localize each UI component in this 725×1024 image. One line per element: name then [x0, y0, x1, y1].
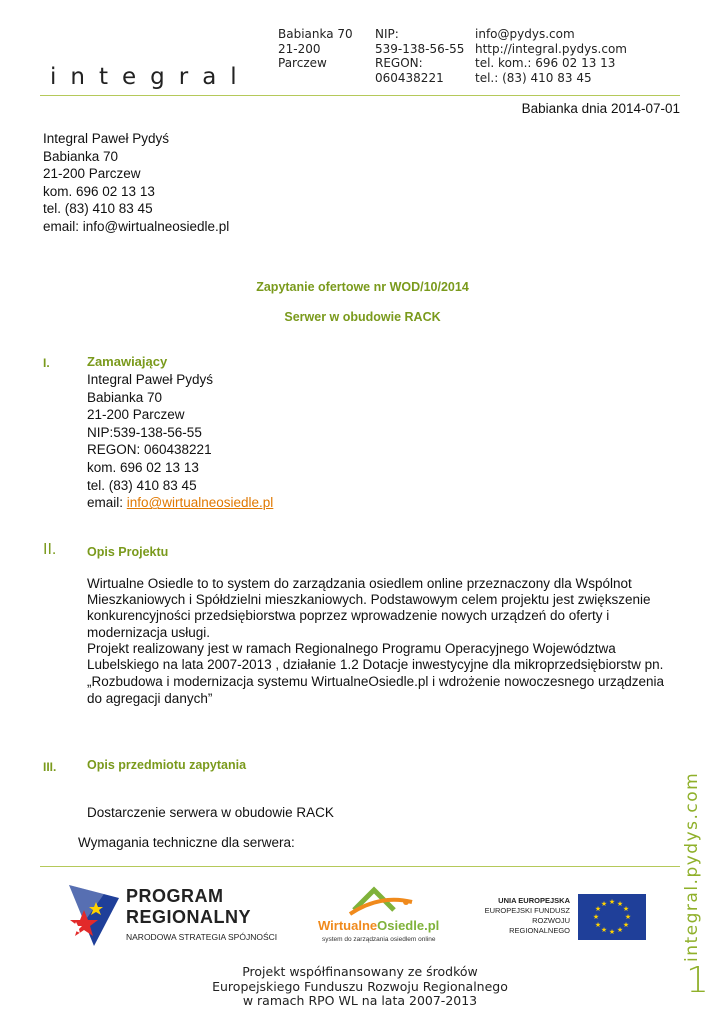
- paragraph-line: do agregacji danych”: [87, 691, 213, 707]
- header-contact-line: tel. kom.: 696 02 13 13: [475, 56, 616, 70]
- orderer-line: NIP:539-138-56-55: [87, 424, 202, 440]
- program-line-2: REGIONALNY: [126, 907, 252, 927]
- footer-line: w ramach RPO WL na lata 2007-2013: [242, 993, 478, 1008]
- svg-text:★: ★: [622, 905, 630, 913]
- wirtualne-osiedle-logo: [318, 884, 448, 946]
- svg-text:★: ★: [600, 900, 608, 908]
- svg-text:★: ★: [616, 900, 624, 908]
- sender-block: [43, 130, 229, 236]
- header-contact-line: http://integral.pydys.com: [475, 41, 627, 56]
- program-line-3: NARODOWA STRATEGIA SPÓJNOŚCI: [126, 932, 278, 942]
- header-ids-line: NIP:: [375, 27, 399, 41]
- house-icon: [346, 884, 416, 918]
- sender-line: kom. 696 02 13 13: [43, 183, 155, 199]
- svg-text:★: ★: [600, 926, 608, 934]
- header-ids-line: REGON:: [375, 56, 423, 70]
- svg-text:★: ★: [624, 913, 632, 921]
- eu-stars-icon: [578, 894, 646, 940]
- header-contact-line: tel.: (83) 410 83 45: [475, 70, 592, 85]
- orderer-line: Integral Paweł Pydyś: [87, 372, 214, 387]
- section-3-heading: Opis przedmiotu zapytania: [87, 758, 247, 772]
- footer-line: Europejskiego Funduszu Rozwoju Regionalnego: [212, 978, 508, 994]
- wo-tagline: system do zarządzania osiedlem online: [322, 936, 436, 943]
- section-2-paragraph: [87, 576, 664, 708]
- header-ids: [375, 27, 464, 85]
- eu-flag: [578, 894, 646, 940]
- svg-text:★: ★: [608, 928, 616, 936]
- side-website-text: integral.pydys.com: [682, 771, 702, 962]
- sender-line: tel. (83) 410 83 45: [43, 201, 153, 217]
- sender-line: email: info@wirtualneosiedle.pl: [43, 218, 230, 234]
- header-ids-line: 060438221: [375, 70, 444, 85]
- svg-text:★: ★: [594, 921, 602, 929]
- section-3-line: Dostarczenie serwera w obudowie RACK: [87, 805, 334, 820]
- orderer-line: REGON: 060438221: [87, 442, 212, 458]
- svg-text:★: ★: [592, 913, 600, 921]
- paragraph-line: Projekt realizowany jest w ramach Regionalnego Programu Operacyjnego Województwa: [87, 640, 616, 656]
- svg-text:★: ★: [594, 905, 602, 913]
- document-subtitle: Serwer w obudowie RACK: [284, 310, 441, 324]
- orderer-line: 21-200 Parczew: [87, 407, 185, 423]
- funding-footer: [160, 965, 560, 1009]
- footer-line: Projekt współfinansowany ze środków: [242, 964, 478, 979]
- orderer-line: Babianka 70: [87, 389, 163, 405]
- program-regionalny-icon: [64, 880, 122, 950]
- orderer-line: kom. 696 02 13 13: [87, 459, 199, 475]
- section-3-number: III.: [43, 760, 57, 774]
- company-logo: integral: [50, 64, 251, 90]
- date-line: Babianka dnia 2014-07-01: [521, 101, 680, 116]
- paragraph-line: „Rozbudowa i modernizacja systemu WirtualneOsiedle.pl i wdrożenie nowoczesnego urządzenia: [87, 674, 665, 690]
- email-label: email:: [87, 495, 127, 511]
- header-address-line: 21-200: [278, 41, 321, 56]
- paragraph-line: Lubelskiego na lata 2007-2013 , działanie 1.2 Dotacje inwestycyjne dla mikroprzedsiębiorstw pn.: [87, 657, 664, 673]
- orderer-line: tel. (83) 410 83 45: [87, 477, 197, 493]
- wo-brand-part: Wirtualne: [318, 918, 378, 933]
- svg-text:★: ★: [622, 921, 630, 929]
- orderer-email-line: [87, 494, 273, 512]
- sender-line: Integral Paweł Pydyś: [43, 131, 170, 146]
- program-regionalny-logo: [64, 880, 294, 950]
- wo-brand-name: [318, 918, 439, 933]
- paragraph-line: Mieszkaniowych i Spółdzielni mieszkaniowych. Podstawowym celem projektu jest zwiększenie: [87, 592, 651, 608]
- footer-divider: [40, 866, 680, 867]
- section-1-body: [87, 371, 273, 512]
- eu-line-1: UNIA EUROPEJSKA: [498, 896, 570, 905]
- header-contact: [475, 27, 627, 85]
- paragraph-line: konkurencyjności przedsiębiorstwa poprzez wprowadzenie nowych urządzeń do oferty i: [87, 608, 610, 624]
- wo-brand-part: Osiedle: [377, 918, 425, 933]
- paragraph-line: Wirtualne Osiedle to to system do zarządzania osiedlem online przeznaczony dla Wspólnot: [87, 576, 632, 591]
- svg-text:★: ★: [616, 926, 624, 934]
- wo-brand-part: .pl: [424, 918, 440, 933]
- header-divider: [40, 95, 680, 96]
- program-line-1: PROGRAM: [126, 886, 224, 906]
- svg-text:★: ★: [608, 898, 616, 906]
- section-1-number: I.: [43, 356, 50, 370]
- header-address: [278, 27, 353, 71]
- section-2-heading: Opis Projektu: [87, 545, 169, 559]
- header-contact-line: info@pydys.com: [475, 27, 575, 41]
- section-2-number: II.: [43, 541, 57, 558]
- section-1-heading: Zamawiający: [87, 354, 168, 369]
- header-ids-line: 539-138-56-55: [375, 41, 465, 56]
- paragraph-line: modernizacja usługi.: [87, 624, 211, 640]
- eu-line-3: ROZWOJU REGIONALNEGO: [509, 916, 570, 935]
- document-title: Zapytanie ofertowe nr WOD/10/2014: [256, 280, 469, 294]
- eu-fund-text: [470, 896, 570, 936]
- sender-line: 21-200 Parczew: [43, 166, 141, 182]
- eu-line-2: EUROPEJSKI FUNDUSZ: [484, 906, 570, 915]
- sender-line: Babianka 70: [43, 148, 119, 164]
- email-link[interactable]: info@wirtualneosiedle.pl: [126, 495, 274, 511]
- section-3-line: Wymagania techniczne dla serwera:: [78, 835, 295, 850]
- page-number: 1: [686, 960, 709, 1001]
- header-address-line: Babianka 70: [278, 27, 353, 41]
- header-address-line: Parczew: [278, 56, 327, 70]
